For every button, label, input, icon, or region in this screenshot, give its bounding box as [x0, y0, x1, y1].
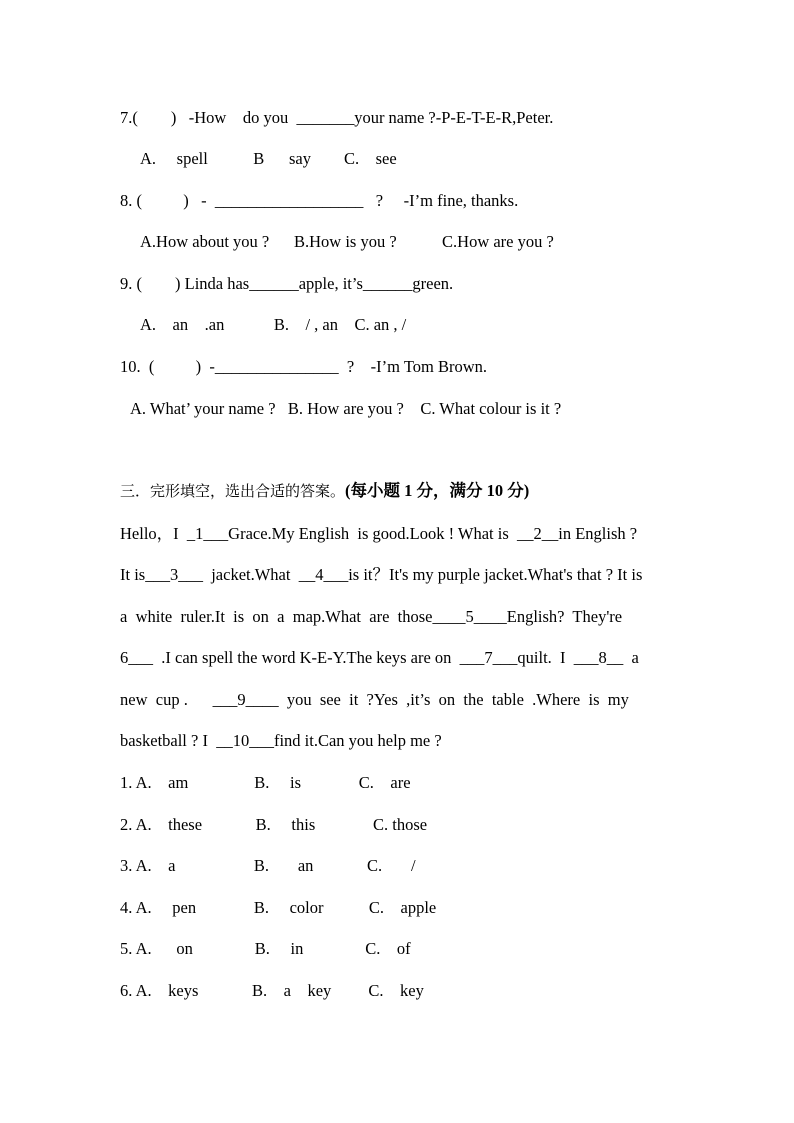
question-9-options: A. an .an B. / , an C. an , /: [140, 315, 407, 334]
section-3-heading-score: (每小题 1 分，满分 10 分): [345, 481, 530, 500]
passage-line-6: basketball ? I __10___find it.Can you help me ?: [120, 731, 442, 750]
passage-line-3: a white ruler.It is on a map.What are those____5____English? They're: [120, 607, 623, 626]
question-8-options: A.How about you ? B.How is you ? C.How are you ?: [140, 232, 554, 251]
question-10-stem: 10. ( ) -_______________ ? -I’m Tom Brown.: [120, 357, 488, 376]
section-3-heading: [120, 480, 529, 502]
passage-line-4: 6___ .I can spell the word K-E-Y.The keys are on ___7___quilt. I ___8__ a: [120, 648, 639, 667]
choice-row-6: 6. A. keys B. a key C. key: [120, 981, 424, 1000]
passage-line-1: Hello，I _1___Grace.My English is good.Look ! What is __2__in English ?: [120, 524, 638, 543]
passage-line-2: It is___3___ jacket.What __4___is it？It's my purple jacket.What's that ? It is: [120, 565, 643, 584]
question-8-stem: 8. ( ) - __________________ ? -I’m fine, thanks.: [120, 191, 519, 210]
passage-line-5: new cup . ___9____ you see it ?Yes ,it’s on the table .Where is my: [120, 690, 629, 709]
section-3-heading-cn: 三．完形填空，选出合适的答案。: [120, 482, 346, 500]
choice-row-2: 2. A. these B. this C. those: [120, 815, 428, 834]
question-9-stem: 9. ( ) Linda has______apple, it’s______green.: [120, 274, 454, 293]
question-7-options: A. spell B say C. see: [140, 149, 397, 168]
choice-row-5: 5. A. on B. in C. of: [120, 939, 411, 958]
question-10-options: A. What’ your name ? B. How are you ? C. What colour is it ?: [130, 399, 562, 418]
choice-row-4: 4. A. pen B. color C. apple: [120, 898, 437, 917]
choice-row-1: 1. A. am B. is C. are: [120, 773, 411, 792]
choice-row-3: 3. A. a B. an C. /: [120, 856, 416, 875]
question-7-stem: 7.( ) -How do you _______your name ?-P-E-T-E-R,Peter.: [120, 108, 554, 127]
